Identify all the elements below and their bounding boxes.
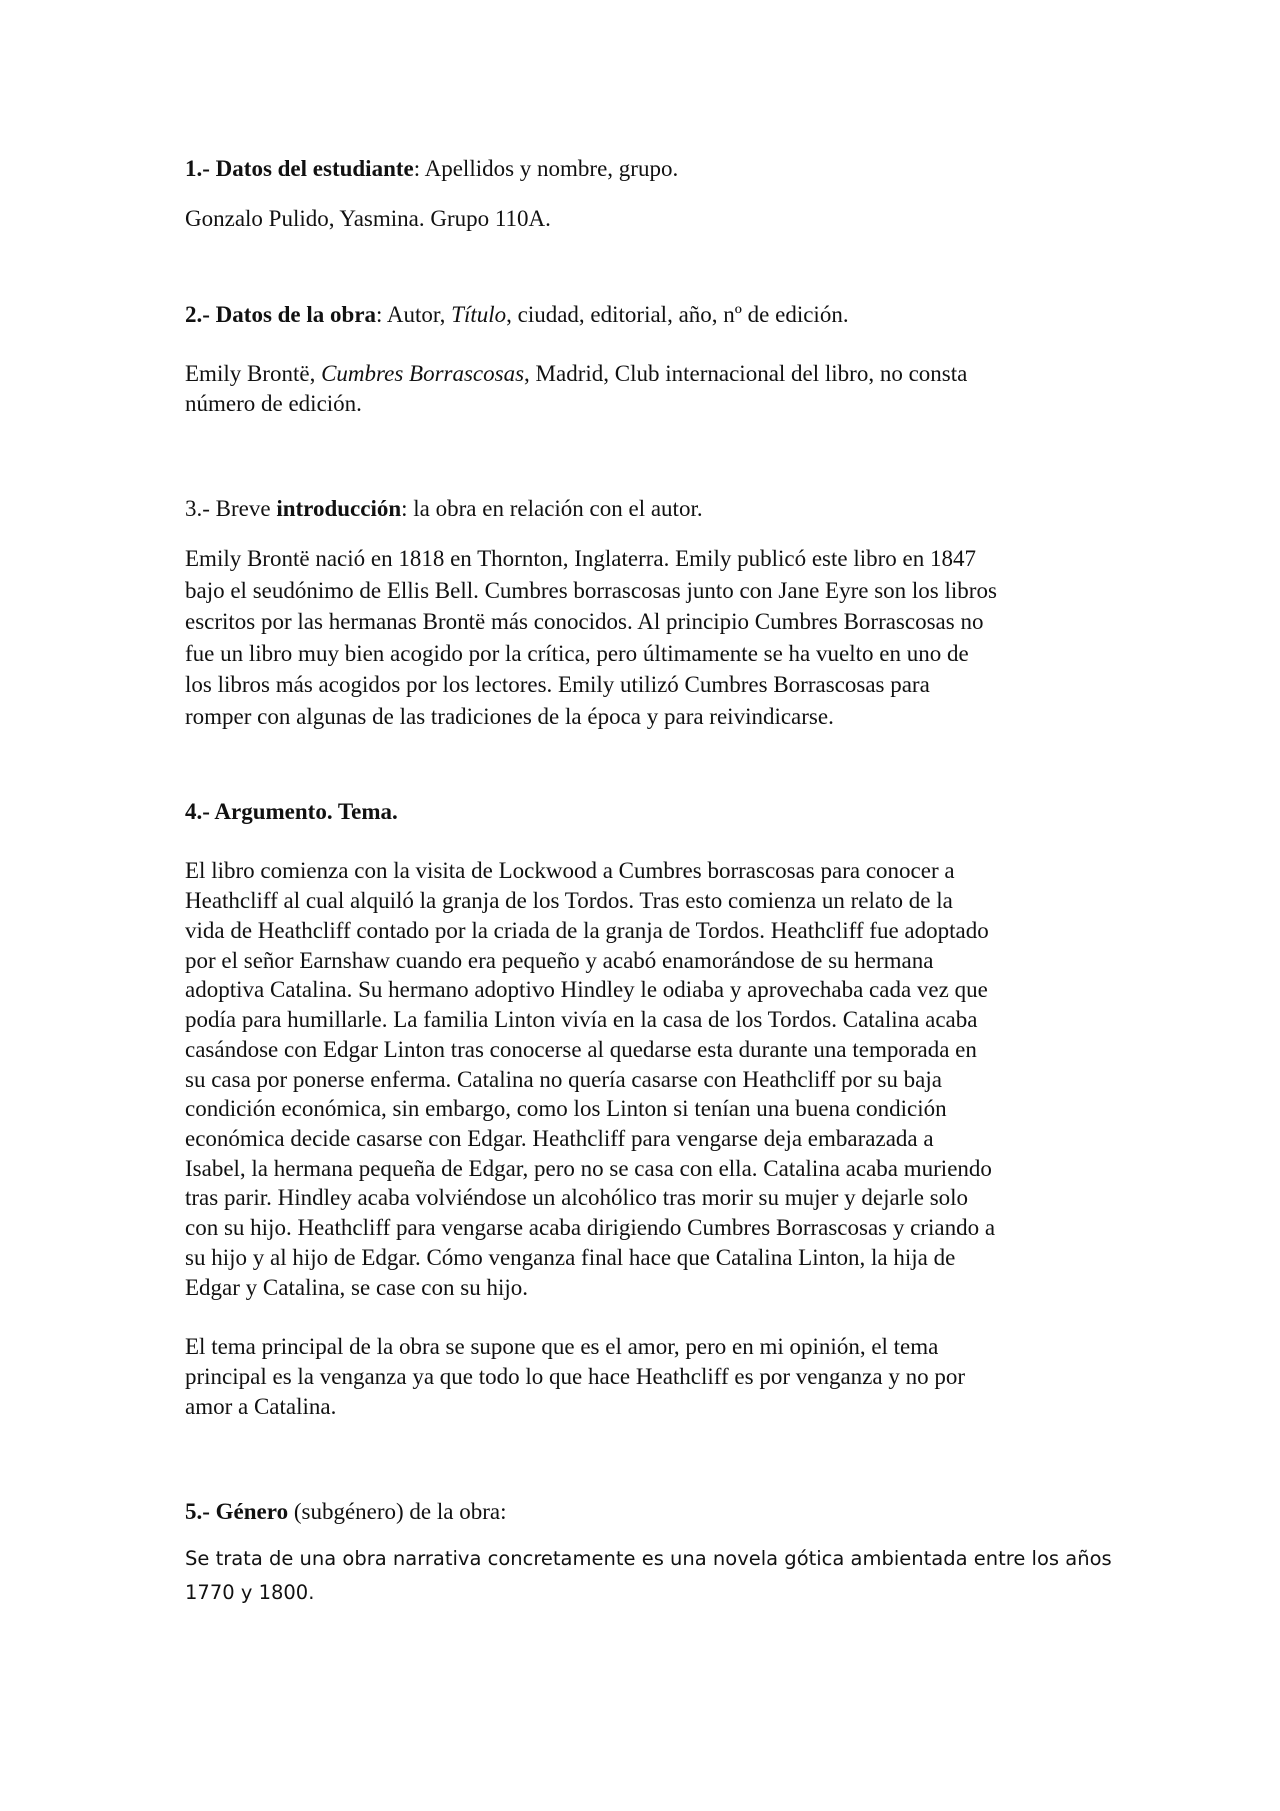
section-2-answer-author: Emily Brontë, [185,361,322,386]
section-4-para-2-line: El tema principal de la obra se supone que es el amor, pero en mi opinión, el tema [185,1334,939,1359]
section-4-para-1-line: con su hijo. Heathcliff para vengarse acaba dirigiendo Cumbres Borrascosas y criando a [185,1215,996,1240]
section-4-para-2-line: principal es la venganza ya que todo lo que hace Heathcliff es por venganza y no por [185,1364,965,1389]
section-4-heading [185,797,1115,827]
section-2-prompt-b: , ciudad, editorial, año, nº de edición. [506,302,849,327]
section-2-label: Datos de la obra [215,302,377,327]
section-4-para-1-line: Isabel, la hermana pequeña de Edgar, pero no se casa con ella. Catalina acaba muriendo [185,1156,992,1181]
section-5-answer-line: 1770 y 1800. [185,1581,315,1604]
section-1-label: Datos del estudiante [215,156,414,181]
section-2-answer-line-2: número de edición. [185,391,362,416]
section-5-answer-line: Se trata de una obra narrativa concretamente es una novela gótica ambientada entre los años [185,1547,1112,1570]
section-2-answer-line-1 [185,359,1115,389]
section-2-prompt-a: : Autor, [376,302,452,327]
section-4-para-1-line: El libro comienza con la visita de Lockwood a Cumbres borrascosas para conocer a [185,858,955,883]
section-4-para-1-line: económica decide casarse con Edgar. Heathcliff para vengarse deja embarazada a [185,1126,934,1151]
section-3-prefix: 3.- Breve [185,496,277,521]
section-1-answer: Gonzalo Pulido, Yasmina. Grupo 110A. [185,206,551,231]
section-4-para-1-line: podía para humillarle. La familia Linton vivía en la casa de los Tordos. Catalina acaba [185,1007,978,1032]
section-5-label: Género [215,1499,289,1524]
section-2-number: 2.- [185,302,210,327]
section-2-answer-title: Cumbres Borrascosas [321,361,525,386]
section-3-body-line: fue un libro muy bien acogido por la crítica, pero últimamente se ha vuelto en uno de [185,641,969,666]
section-4-para-1-line: vida de Heathcliff contado por la criada de la granja de Tordos. Heathcliff fue adoptado [185,918,989,943]
section-4-para-1-line: adoptiva Catalina. Su hermano adoptivo Hindley le odiaba y aprovechaba cada vez que [185,977,988,1002]
section-4-para-1-line: tras parir. Hindley acaba volviéndose un alcohólico tras morir su mujer y dejarle solo [185,1185,969,1210]
section-3-body-line: Emily Brontë nació en 1818 en Thornton, Inglaterra. Emily publicó este libro en 1847 [185,546,976,571]
section-2-prompt-title: Título [451,302,507,327]
section-1-number: 1.- [185,156,210,181]
section-5-number: 5.- [185,1499,210,1524]
section-5-prompt: (subgénero) de la obra: [288,1499,507,1524]
section-4-para-1-line: Heathcliff al cual alquiló la granja de los Tordos. Tras esto comienza un relato de la [185,888,953,913]
section-4-para-1-line: casándose con Edgar Linton tras conocerse al quedarse esta durante una temporada en [185,1037,977,1062]
section-5-heading [185,1497,1115,1527]
section-3-body-line: escritos por las hermanas Brontë más conocidos. Al principio Cumbres Borrascosas no [185,609,984,634]
section-3-label: introducción [276,496,402,521]
section-2-answer-rest: , Madrid, Club internacional del libro, no consta [524,361,968,386]
section-3-prompt: : la obra en relación con el autor. [401,496,703,521]
section-4-para-1-line: Edgar y Catalina, se case con su hijo. [185,1275,528,1300]
section-2-heading [185,300,1115,330]
section-3-body-line: bajo el seudónimo de Ellis Bell. Cumbres borrascosas junto con Jane Eyre son los libros [185,578,997,603]
section-4-para-2-line: amor a Catalina. [185,1394,337,1419]
section-3-heading [185,494,1115,524]
section-4-para-1-line: su hijo y al hijo de Edgar. Cómo venganza final hace que Catalina Linton, la hija de [185,1245,956,1270]
section-3-body-line: los libros más acogidos por los lectores. Emily utilizó Cumbres Borrascosas para [185,672,930,697]
section-1-prompt: : Apellidos y nombre, grupo. [413,156,679,181]
section-4-heading-text: 4.- Argumento. Tema. [185,799,398,824]
section-4-para-1-line: condición económica, sin embargo, como los Linton si tenían una buena condición [185,1096,947,1121]
section-4-para-1-line: su casa por ponerse enferma. Catalina no quería casarse con Heathcliff por su baja [185,1067,942,1092]
section-1-heading [185,154,1115,184]
section-3-body-line: romper con algunas de las tradiciones de la época y para reivindicarse. [185,704,834,729]
section-4-para-1-line: por el señor Earnshaw cuando era pequeño y acabó enamorándose de su hermana [185,948,934,973]
